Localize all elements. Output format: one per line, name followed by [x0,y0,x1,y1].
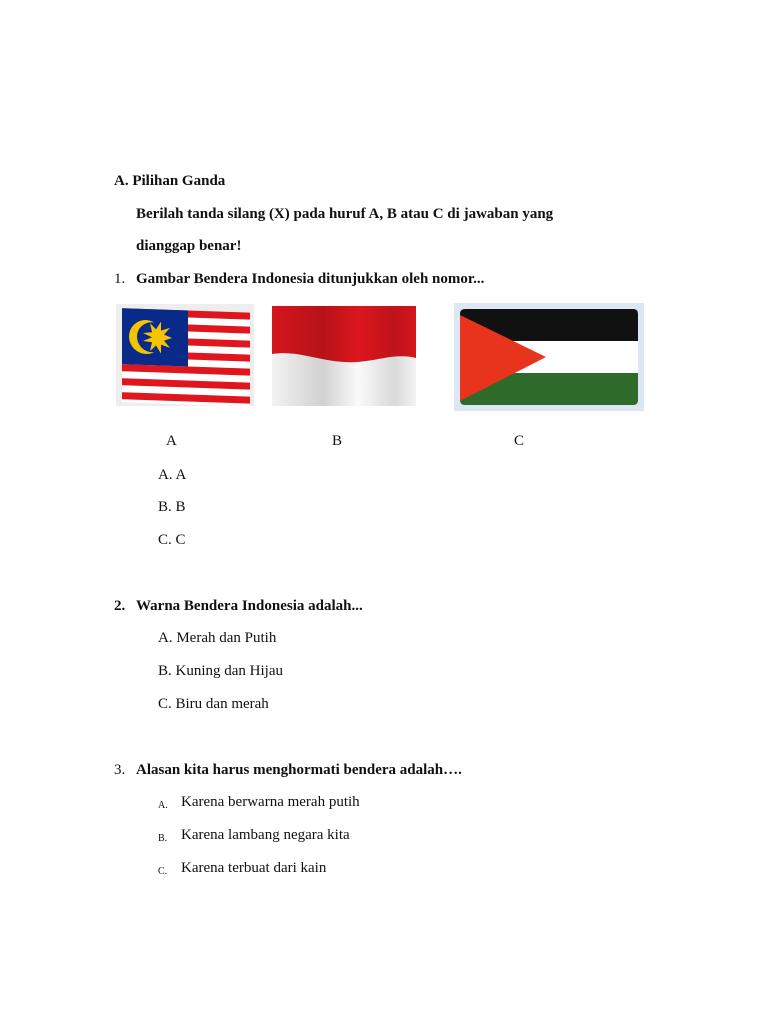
q3-option-a[interactable]: Karena berwarna merah putih [181,794,360,810]
instruction-line-1: Berilah tanda silang (X) pada huruf A, B atau C di jawaban yang [136,206,554,222]
q3-option-c-letter: C. [158,866,168,877]
question-3-number: 3. [114,762,126,778]
question-2-text: Warna Bendera Indonesia adalah... [136,598,363,614]
q3-option-b[interactable]: Karena lambang negara kita [181,827,350,843]
section-heading: A. Pilihan Ganda [114,173,226,189]
q3-option-b-letter: B. [158,833,168,844]
question-2-number: 2. [114,598,126,614]
q2-option-c[interactable]: C. Biru dan merah [158,696,269,712]
indonesia-flag-icon [272,306,416,406]
malaysia-flag-icon [116,304,254,406]
flag-caption-a: A [166,433,177,449]
q1-option-b[interactable]: B. B [158,499,186,515]
q3-option-a-letter: A. [158,800,168,811]
question-1-number: 1. [114,271,126,287]
flag-caption-c: C [514,433,525,449]
instruction-line-2: dianggap benar! [136,238,242,254]
palestine-flag-icon [454,303,644,411]
q1-option-a[interactable]: A. A [158,467,187,483]
flag-caption-b: B [332,433,343,449]
q2-option-b[interactable]: B. Kuning dan Hijau [158,663,283,679]
q3-option-c[interactable]: Karena terbuat dari kain [181,860,327,876]
q2-option-a[interactable]: A. Merah dan Putih [158,630,277,646]
question-1-text: Gambar Bendera Indonesia ditunjukkan oleh nomor... [136,271,485,287]
question-3-text: Alasan kita harus menghormati bendera adalah…. [136,762,462,778]
q1-option-c[interactable]: C. C [158,532,186,548]
